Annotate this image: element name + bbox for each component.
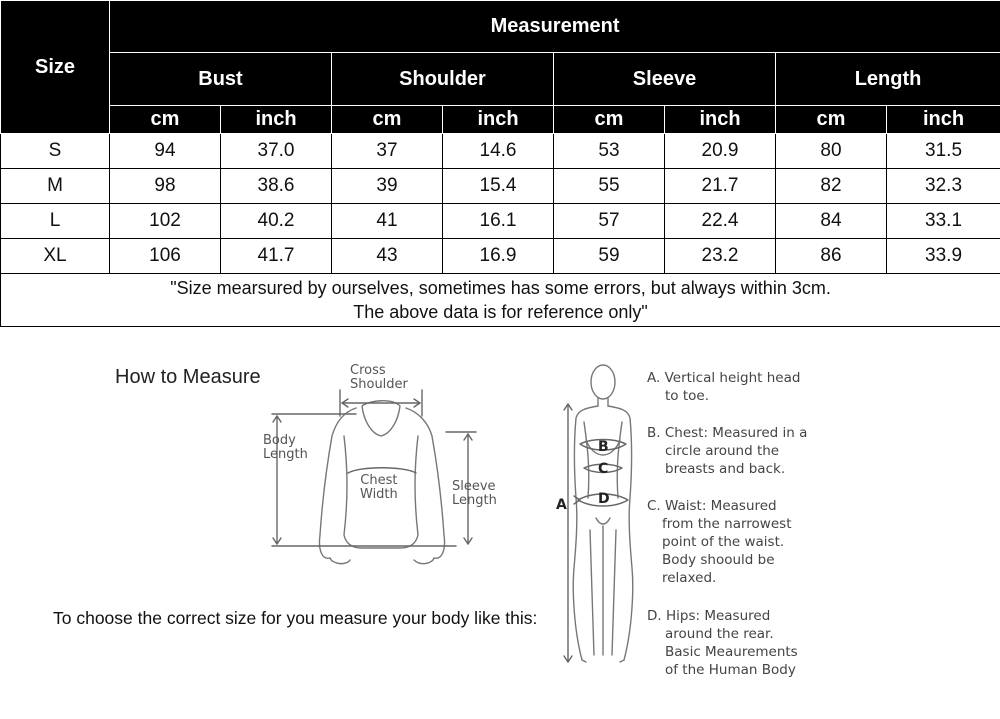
figure-label-a: A bbox=[556, 497, 567, 513]
legend-line: Body shoould be bbox=[662, 552, 775, 568]
legend-d bbox=[647, 607, 798, 679]
legend-line: to toe. bbox=[665, 388, 709, 404]
table-cell: 82 bbox=[776, 169, 887, 204]
legend-line: relaxed. bbox=[662, 570, 717, 586]
unit-header: inch bbox=[221, 106, 332, 134]
table-cell: 43 bbox=[332, 239, 443, 274]
size-cell: S bbox=[1, 134, 110, 169]
figure-label-c: C bbox=[598, 461, 609, 477]
unit-header: inch bbox=[887, 106, 1000, 134]
chest-width-label bbox=[360, 474, 398, 502]
table-cell: 16.9 bbox=[443, 239, 554, 274]
legend-b bbox=[647, 424, 807, 478]
cross-shoulder-label bbox=[350, 364, 408, 392]
legend-a bbox=[647, 369, 800, 405]
legend-line: circle around the bbox=[665, 443, 780, 459]
note-line: "Size mearsured by ourselves, sometimes has some errors, but always within 3cm. bbox=[170, 278, 831, 298]
note-row bbox=[1, 274, 1000, 327]
choose-size-instruction: To choose the correct size for you measure your body like this: bbox=[53, 608, 538, 628]
table-cell: 80 bbox=[776, 134, 887, 169]
legend-line: breasts and back. bbox=[665, 461, 786, 477]
size-cell: L bbox=[1, 204, 110, 239]
label-line: Body bbox=[263, 433, 296, 448]
table-row bbox=[1, 169, 1000, 204]
group-header-shoulder: Shoulder bbox=[332, 53, 554, 106]
table-cell: 94 bbox=[110, 134, 221, 169]
label-line: Shoulder bbox=[350, 377, 408, 392]
table-cell: 32.3 bbox=[887, 169, 1000, 204]
how-to-measure-title: How to Measure bbox=[115, 366, 261, 388]
legend-line: point of the waist. bbox=[662, 534, 785, 550]
table-cell: 84 bbox=[776, 204, 887, 239]
table-row bbox=[1, 204, 1000, 239]
legend-line: Basic Meaurements bbox=[665, 644, 798, 660]
label-line: Chest bbox=[360, 473, 398, 488]
unit-header: cm bbox=[110, 106, 221, 134]
table-cell: 59 bbox=[554, 239, 665, 274]
measurement-header: Measurement bbox=[110, 1, 1000, 53]
table-cell: 21.7 bbox=[665, 169, 776, 204]
group-header-bust: Bust bbox=[110, 53, 332, 106]
unit-header: cm bbox=[332, 106, 443, 134]
table-cell: 39 bbox=[332, 169, 443, 204]
group-header-length: Length bbox=[776, 53, 1000, 106]
table-cell: 55 bbox=[554, 169, 665, 204]
reference-note bbox=[1, 274, 1000, 327]
table-cell: 106 bbox=[110, 239, 221, 274]
human-figure-illustration bbox=[573, 365, 632, 662]
table-cell: 33.1 bbox=[887, 204, 1000, 239]
legend-line: A. Vertical height head bbox=[647, 370, 801, 386]
table-cell: 86 bbox=[776, 239, 887, 274]
legend-line: C. Waist: Measured bbox=[647, 498, 777, 514]
table-cell: 16.1 bbox=[443, 204, 554, 239]
label-line: Cross bbox=[350, 363, 386, 378]
unit-header: inch bbox=[665, 106, 776, 134]
table-cell: 20.9 bbox=[665, 134, 776, 169]
table-cell: 15.4 bbox=[443, 169, 554, 204]
table-cell: 57 bbox=[554, 204, 665, 239]
cross-shoulder-arrow bbox=[340, 390, 422, 416]
size-cell: XL bbox=[1, 239, 110, 274]
label-line: Length bbox=[452, 493, 497, 508]
table-cell: 22.4 bbox=[665, 204, 776, 239]
label-line: Width bbox=[360, 487, 398, 502]
label-line: Sleeve bbox=[452, 479, 496, 494]
size-header: Size bbox=[1, 1, 110, 134]
legend-line: from the narrowest bbox=[662, 516, 792, 532]
sleeve-length-label bbox=[452, 480, 497, 508]
figure-label-b: B bbox=[598, 439, 609, 455]
table-cell: 40.2 bbox=[221, 204, 332, 239]
figure-label-d: D bbox=[598, 491, 610, 507]
legend-line: D. Hips: Measured bbox=[647, 608, 771, 624]
legend-line: around the rear. bbox=[665, 626, 774, 642]
unit-header: inch bbox=[443, 106, 554, 134]
unit-header: cm bbox=[554, 106, 665, 134]
table-cell: 102 bbox=[110, 204, 221, 239]
measurement-illustration bbox=[0, 330, 1000, 710]
table-cell: 33.9 bbox=[887, 239, 1000, 274]
unit-header: cm bbox=[776, 106, 887, 134]
body-length-label bbox=[263, 434, 308, 462]
table-cell: 14.6 bbox=[443, 134, 554, 169]
table-row bbox=[1, 239, 1000, 274]
label-line: Length bbox=[263, 447, 308, 462]
table-cell: 23.2 bbox=[665, 239, 776, 274]
table-row bbox=[1, 134, 1000, 169]
table-cell: 31.5 bbox=[887, 134, 1000, 169]
note-line: The above data is for reference only" bbox=[353, 302, 648, 322]
table-cell: 37.0 bbox=[221, 134, 332, 169]
table-cell: 53 bbox=[554, 134, 665, 169]
group-header-sleeve: Sleeve bbox=[554, 53, 776, 106]
legend-line: B. Chest: Measured in a bbox=[647, 425, 808, 441]
table-cell: 37 bbox=[332, 134, 443, 169]
table-cell: 41 bbox=[332, 204, 443, 239]
table-cell: 41.7 bbox=[221, 239, 332, 274]
table-cell: 98 bbox=[110, 169, 221, 204]
table-cell: 38.6 bbox=[221, 169, 332, 204]
legend-c bbox=[647, 497, 791, 587]
legend-line: of the Human Body bbox=[665, 662, 796, 678]
size-cell: M bbox=[1, 169, 110, 204]
size-chart-table bbox=[0, 0, 1000, 327]
